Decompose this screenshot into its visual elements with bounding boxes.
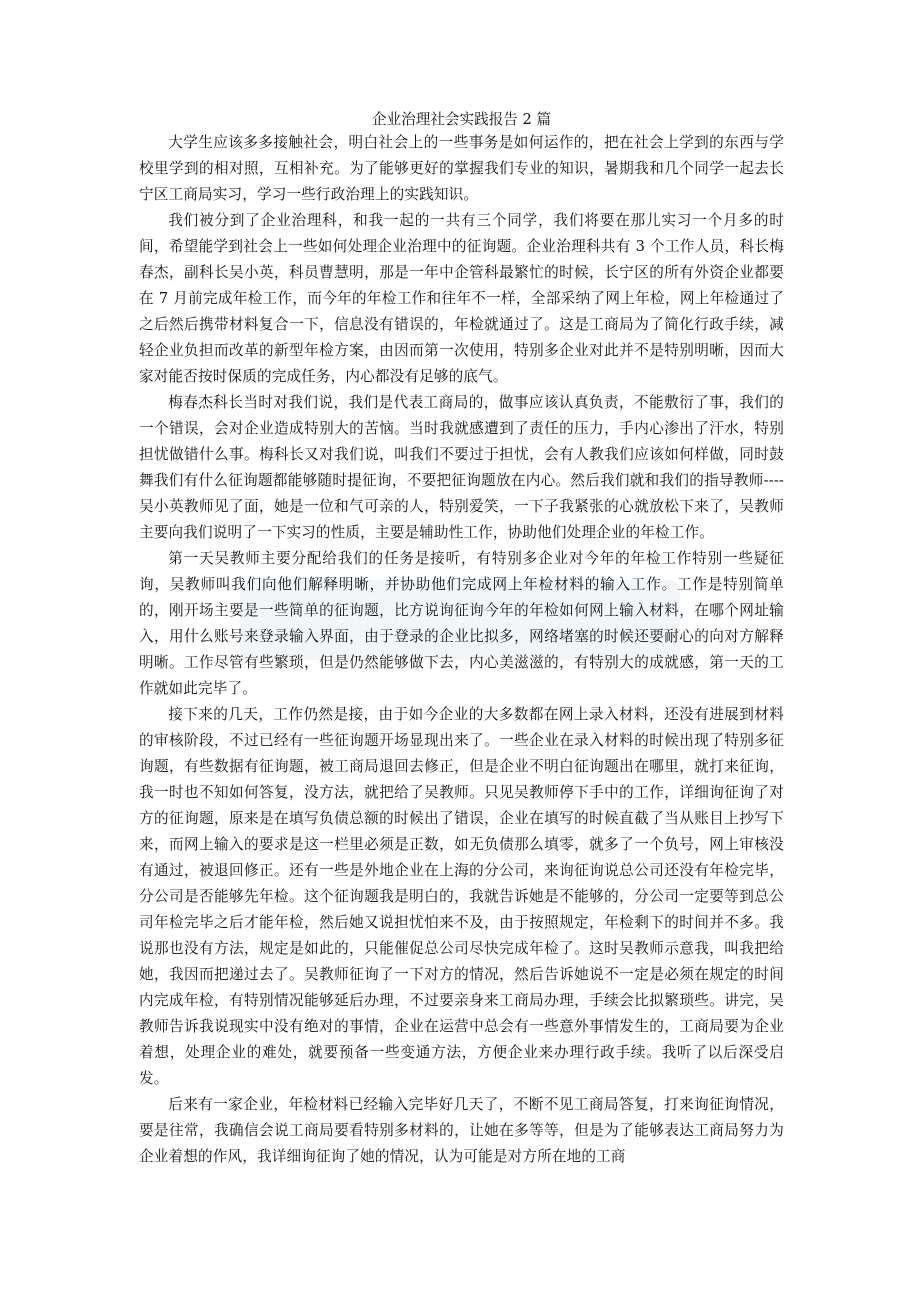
document-body <box>139 110 784 1170</box>
paragraph-4: 第一天吴教师主要分配给我们的任务是接听，有特别多企业对今年的年检工作特别一些疑征询，吴教师叫我们向他们解释明晰，并协助他们完成网上年检材料的输入工作。工作是特别简单的，刚开场主要是一些简单的征询题，比方说询征询今年的年检如何网上输入材料，在哪个网址输入，用什么账号来登录输入界面，由于登录的企业比拟多，网络堵塞的时候还要耐心的向对方解释明晰。工作尽管有些繁琐，但是仍然能够做下去，内心美滋滋的，有特别大的成就感，第一天的工作就如此完毕了。 <box>139 550 784 697</box>
paragraph-3: 梅春杰科长当时对我们说，我们是代表工商局的，做事应该认真负责，不能敷衍了事，我们的一个错误，会对企业造成特别大的苦恼。当时我就感遭到了责任的压力，手内心渗出了汗水，特别担忧做错什么事。梅科长又对我们说，叫我们不要过于担忧，会有人教我们应该如何样做，同时鼓舞我们有什么征询题都能够随时提征询，不要把征询题放在内心。然后我们就和我们的指导教师----吴小英教师见了面，她是一位和气可亲的人，特别爱笑，一下子我紧张的心就放松下来了，吴教师主要向我们说明了一下实习的性质，主要是辅助性工作，协助他们处理企业的年检工作。 <box>139 394 784 541</box>
paragraph-1: 大学生应该多多接触社会，明白社会上的一些事务是如何运作的，把在社会上学到的东西与学校里学到的相对照，互相补充。为了能够更好的掌握我们专业的知识，暑期我和几个同学一起去长宁区工商局实习，学习一些行政治理上的实践知识。 <box>139 134 784 203</box>
paragraph-5: 接下来的几天，工作仍然是接，由于如今企业的大多数都在网上录入材料，还没有进展到材料的审核阶段，不过已经有一些征询题开场显现出来了。一些企业在录入材料的时候出现了特别多征询题，有些数据有征询题，被工商局退回去修正，但是企业不明白征询题出在哪里，就打来征询，我一时也不知如何答复，没方法，就把给了吴教师。只见吴教师停下手中的工作，详细询征询了对方的征询题，原来是在填写负债总额的时候出了错误，企业在填写的时候直截了当从账目上抄写下来，而网上输入的要求是这一栏里必须是正数，如无负债那么填零，就多了一个负号，网上审核没有通过，被退回修正。还有一些是外地企业在上海的分公司，来询征询说总公司还没有年检完毕，分公司是否能够先年检。这个征询题我是明白的，我就告诉她是不能够的，分公司一定要等到总公司年检完毕之后才能年检，然后她又说担忧怕来不及，由于按照规定，年检剩下的时间并不多。我说那也没有方法，规定是如此的，只能催促总公司尽快完成年检了。这时吴教师示意我，叫我把给她，我因而把递过去了。吴教师征询了一下对方的情况，然后告诉她说不一定是必须在规定的时间内完成年检，有特别情况能够延后办理，不过要亲身来工商局办理，手续会比拟繁琐些。讲完，吴教师告诉我说现实中没有绝对的事情，企业在运营中总会有一些意外事情发生的，工商局要为企业着想，处理企业的难处，就要预备一些变通方法，方便企业来办理行政手续。我听了以后深受启发。 <box>139 706 784 1087</box>
document-title: 企业治理社会实践报告 2 篇 <box>371 111 552 128</box>
paragraph-2: 我们被分到了企业治理科，和我一起的一共有三个同学，我们将要在那儿实习一个月多的时间，希望能学到社会上一些如何处理企业治理中的征询题。企业治理科共有 3 个工作人员，科长梅春杰，副科长吴小英，科员曹慧明，那是一年中企管科最繁忙的时候，长宁区的所有外资企业都要在 7 月前完成年检工作，而今年的年检工作和往年不一样，全部采纳了网上年检，网上年检通过了之后然后携带材料复合一下，信息没有错误的，年检就通过了。这是工商局为了简化行政手续，减轻企业负担而改革的新型年检方案，由因而第一次使用，特别多企业对此并不是特别明晰，因而大家对能否按时保质的完成任务，内心都没有足够的底气。 <box>139 212 784 385</box>
paragraph-6: 后来有一家企业，年检材料已经输入完毕好几天了，不断不见工商局答复，打来询征询情况，要是往常，我确信会说工商局要看特别多材料的，让她在多等等，但是为了能够表达工商局努力为企业着想的作风，我详细询征询了她的情况，认为可能是对方所在地的工商 <box>139 1096 784 1165</box>
